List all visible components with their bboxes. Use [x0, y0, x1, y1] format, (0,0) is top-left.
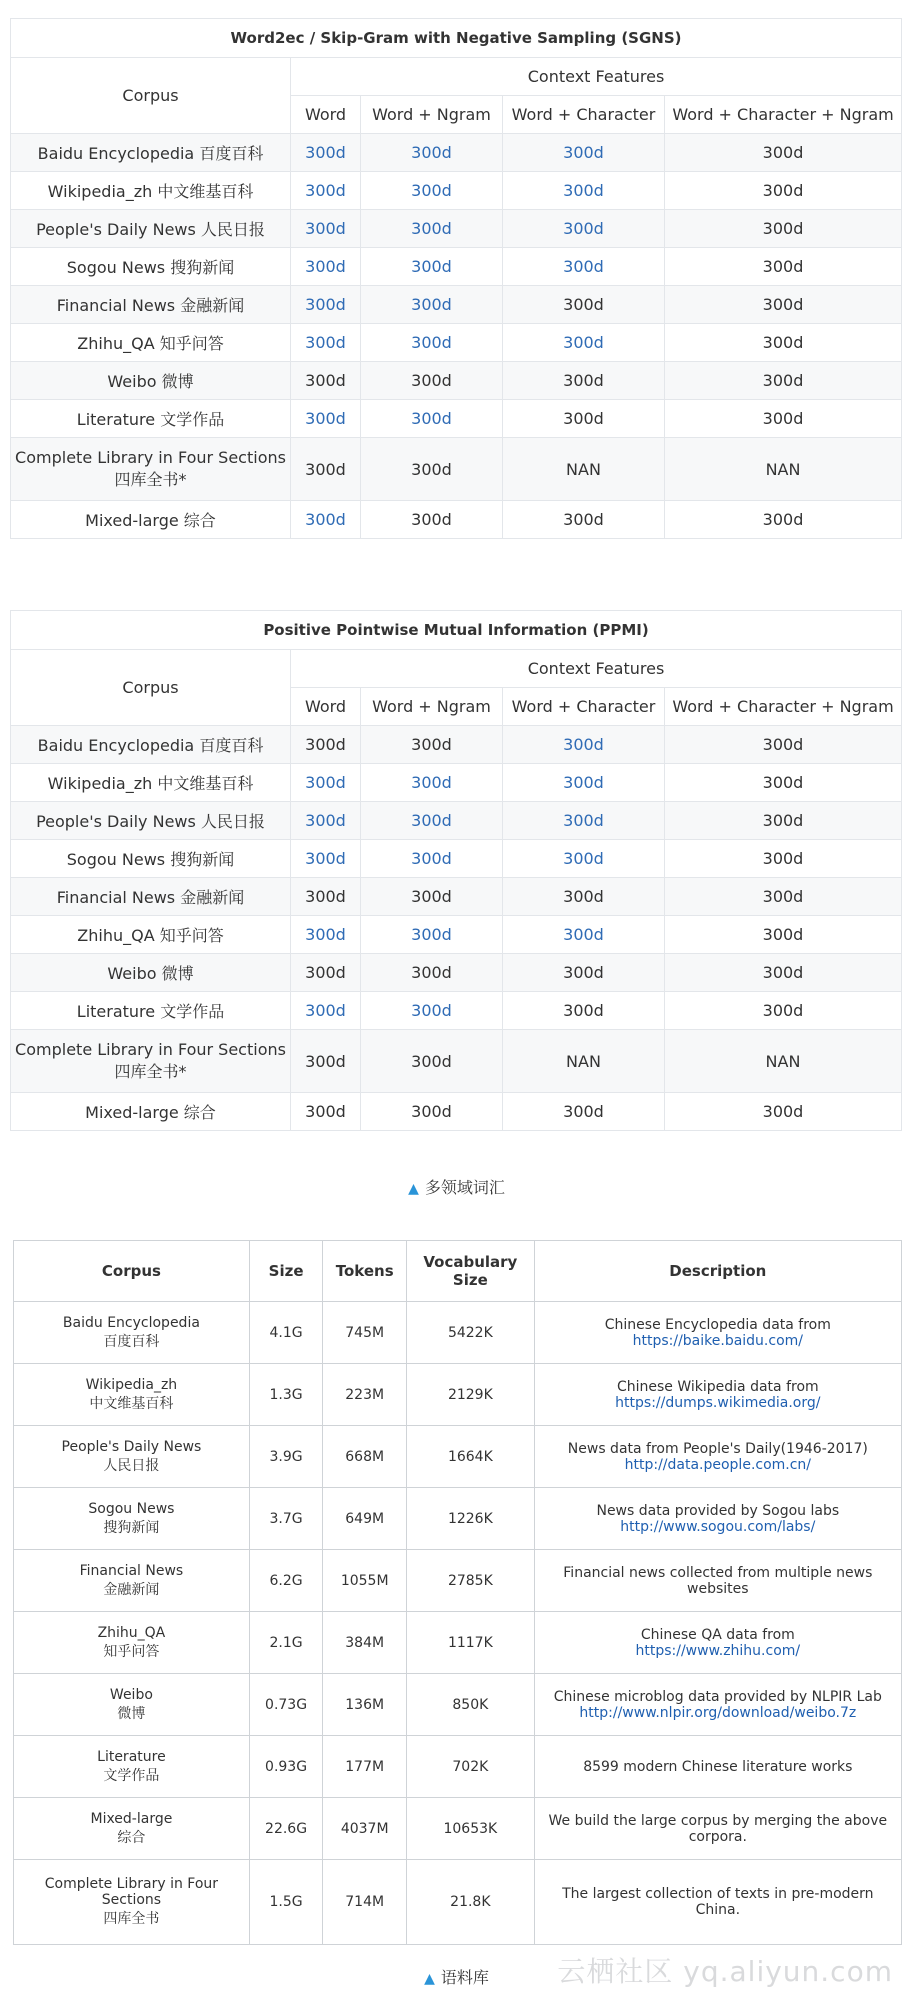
value-cell: 300d [665, 134, 902, 172]
value-cell: 300d [503, 501, 665, 539]
corpus-name-zh: 百度百科 [103, 1333, 160, 1350]
description-text: Chinese QA data from [640, 1626, 795, 1643]
link-text[interactable]: 300d [411, 295, 452, 314]
link-text[interactable]: 300d [411, 333, 452, 352]
size-cell: 4.1G [249, 1302, 322, 1364]
download-link[interactable] [503, 134, 665, 172]
link-text[interactable]: 300d [305, 773, 346, 792]
value-cell: 300d [665, 840, 902, 878]
value-cell: 300d [665, 878, 902, 916]
corpus-cell [14, 1798, 250, 1860]
table-row [14, 1674, 902, 1736]
tokens-cell: 649M [323, 1488, 407, 1550]
caption-text: 多领域词汇 [424, 1178, 505, 1197]
description-text: We build the large corpus by merging the above corpora. [548, 1812, 888, 1845]
value-cell: 300d [503, 286, 665, 324]
table-title-row [11, 19, 902, 58]
link-text[interactable]: 300d [305, 811, 346, 830]
size-cell: 3.9G [249, 1426, 322, 1488]
download-link[interactable] [361, 210, 503, 248]
link-text[interactable]: 300d [563, 849, 604, 868]
value-cell: 300d [361, 1093, 503, 1131]
link-text[interactable]: 300d [563, 735, 604, 754]
value-cell: 300d [503, 878, 665, 916]
vocab-cell: 5422K [407, 1302, 535, 1364]
header-row [11, 58, 902, 96]
column-header: Word [291, 96, 361, 134]
size-cell: 0.93G [249, 1736, 322, 1798]
value-cell: 300d [503, 954, 665, 992]
value-cell: 300d [361, 501, 503, 539]
table-row [14, 1426, 902, 1488]
description-text: Chinese Wikipedia data from [616, 1378, 819, 1395]
download-link[interactable] [361, 840, 503, 878]
corpus-name-zh: 人民日报 [103, 1457, 160, 1474]
header-line: Size [452, 1271, 488, 1289]
corpus-cell: People's Daily News 人民日报 [11, 802, 291, 840]
corpus-table [13, 1240, 902, 1945]
corpus-name-zh: 搜狗新闻 [103, 1519, 160, 1536]
source-link[interactable]: http://data.people.com.cn/ [624, 1456, 812, 1473]
source-link[interactable]: https://baike.baidu.com/ [632, 1332, 804, 1349]
download-link[interactable] [503, 248, 665, 286]
column-header: Word + Character + Ngram [665, 688, 902, 726]
table-row [11, 248, 902, 286]
sgns-table-wrap [10, 18, 901, 539]
corpus-table-wrap [13, 1240, 902, 1945]
tokens-cell: 714M [323, 1860, 407, 1945]
column-header: Description [534, 1241, 901, 1302]
corpus-cell [14, 1674, 250, 1736]
triangle-icon: ▲ [408, 1181, 419, 1197]
value-cell: 300d [665, 400, 902, 438]
corpus-cell [14, 1426, 250, 1488]
value-cell: NAN [503, 438, 665, 501]
table-row [14, 1550, 902, 1612]
link-text[interactable]: 300d [305, 257, 346, 276]
table-title-row [11, 611, 902, 650]
download-link[interactable] [291, 501, 361, 539]
download-link[interactable] [503, 802, 665, 840]
value-cell: 300d [503, 362, 665, 400]
value-cell: 300d [291, 726, 361, 764]
vocab-cell: 2785K [407, 1550, 535, 1612]
link-text[interactable]: 300d [563, 143, 604, 162]
description-cell [534, 1860, 901, 1945]
link-text[interactable]: 300d [411, 811, 452, 830]
source-link[interactable]: https://www.zhihu.com/ [635, 1642, 801, 1659]
link-text[interactable]: 300d [305, 925, 346, 944]
caption-multidomain [0, 1175, 913, 1198]
download-link[interactable] [291, 172, 361, 210]
value-cell: 300d [665, 286, 902, 324]
value-cell: 300d [291, 438, 361, 501]
value-cell: 300d [665, 210, 902, 248]
download-link[interactable] [361, 764, 503, 802]
column-header [407, 1241, 535, 1302]
link-text[interactable]: 300d [305, 409, 346, 428]
corpus-cell: Sogou News 搜狗新闻 [11, 248, 291, 286]
link-text[interactable]: 300d [563, 773, 604, 792]
table-row [14, 1302, 902, 1364]
value-cell: 300d [665, 764, 902, 802]
tokens-cell: 668M [323, 1426, 407, 1488]
corpus-cell: Zhihu_QA 知乎问答 [11, 324, 291, 362]
corpus-cell [11, 1030, 291, 1093]
corpus-name: Zhihu_QA [97, 1624, 166, 1641]
source-link[interactable]: http://www.sogou.com/labs/ [620, 1518, 816, 1535]
table-row [11, 764, 902, 802]
table-row [11, 324, 902, 362]
download-link[interactable] [291, 248, 361, 286]
value-cell: 300d [665, 992, 902, 1030]
vocab-cell: 850K [407, 1674, 535, 1736]
corpus-cell: People's Daily News 人民日报 [11, 210, 291, 248]
value-cell: 300d [503, 992, 665, 1030]
value-cell: 300d [665, 916, 902, 954]
corpus-cell: Baidu Encyclopedia 百度百科 [11, 134, 291, 172]
download-link[interactable] [361, 916, 503, 954]
tokens-cell: 384M [323, 1612, 407, 1674]
description-cell [534, 1674, 901, 1736]
description-text: Chinese Encyclopedia data from [604, 1316, 831, 1333]
download-link[interactable] [291, 916, 361, 954]
table-row [14, 1364, 902, 1426]
download-link[interactable] [361, 172, 503, 210]
value-cell: 300d [665, 248, 902, 286]
table-row [11, 878, 902, 916]
corpus-cell: Wikipedia_zh 中文维基百科 [11, 172, 291, 210]
link-text[interactable]: 300d [411, 409, 452, 428]
table-row [14, 1488, 902, 1550]
download-link[interactable] [361, 134, 503, 172]
vocab-cell: 1226K [407, 1488, 535, 1550]
ppmi-table [10, 610, 902, 1131]
link-text[interactable]: 300d [411, 219, 452, 238]
link-text[interactable]: 300d [305, 333, 346, 352]
description-text: News data from People's Daily(1946-2017) [567, 1440, 868, 1457]
value-cell: 300d [503, 400, 665, 438]
download-link[interactable] [291, 992, 361, 1030]
download-link[interactable] [503, 764, 665, 802]
corpus-name: People's Daily News [61, 1438, 202, 1455]
corpus-cell: Weibo 微博 [11, 362, 291, 400]
link-text[interactable]: 300d [305, 510, 346, 529]
download-link[interactable] [361, 400, 503, 438]
link-text[interactable]: 300d [411, 143, 452, 162]
corpus-cell: Zhihu_QA 知乎问答 [11, 916, 291, 954]
value-cell: 300d [291, 1030, 361, 1093]
download-link[interactable] [503, 916, 665, 954]
table-row [11, 1030, 902, 1093]
description-cell [534, 1798, 901, 1860]
description-cell [534, 1364, 901, 1426]
value-cell: 300d [665, 501, 902, 539]
tokens-cell: 177M [323, 1736, 407, 1798]
download-link[interactable] [291, 210, 361, 248]
size-cell: 1.3G [249, 1364, 322, 1426]
link-text[interactable]: 300d [305, 219, 346, 238]
corpus-cell: Baidu Encyclopedia 百度百科 [11, 726, 291, 764]
corpus-cell: Financial News 金融新闻 [11, 878, 291, 916]
description-text: Chinese microblog data provided by NLPIR Lab [553, 1688, 882, 1705]
corpus-name-zh: 四库全书* [114, 470, 187, 489]
download-link[interactable] [291, 134, 361, 172]
value-cell: 300d [665, 954, 902, 992]
header-line: Vocabulary [423, 1253, 518, 1271]
table-row [14, 1860, 902, 1945]
corpus-header: Corpus [11, 58, 291, 134]
link-text[interactable]: 300d [305, 849, 346, 868]
link-text[interactable]: 300d [411, 849, 452, 868]
link-text[interactable]: 300d [563, 925, 604, 944]
table-row [11, 954, 902, 992]
value-cell: 300d [665, 362, 902, 400]
value-cell: NAN [665, 1030, 902, 1093]
column-header: Word + Character [503, 96, 665, 134]
description-text: Financial news collected from multiple news websites [563, 1564, 873, 1597]
table-row [11, 400, 902, 438]
size-cell: 3.7G [249, 1488, 322, 1550]
table-row [11, 134, 902, 172]
source-link[interactable]: http://www.nlpir.org/download/weibo.7z [579, 1704, 857, 1721]
value-cell: NAN [503, 1030, 665, 1093]
corpus-name: Sections [101, 1892, 162, 1908]
description-cell [534, 1488, 901, 1550]
corpus-cell: Mixed-large 综合 [11, 1093, 291, 1131]
table-row [14, 1612, 902, 1674]
corpus-cell: Literature 文学作品 [11, 992, 291, 1030]
value-cell: 300d [291, 1093, 361, 1131]
link-text[interactable]: 300d [411, 257, 452, 276]
size-cell: 6.2G [249, 1550, 322, 1612]
value-cell: 300d [291, 362, 361, 400]
download-link[interactable] [291, 764, 361, 802]
vocab-cell: 1664K [407, 1426, 535, 1488]
description-text: The largest collection of texts in pre-modern China. [562, 1886, 874, 1918]
download-link[interactable] [361, 992, 503, 1030]
description-text: News data provided by Sogou labs [596, 1502, 840, 1519]
value-cell: 300d [665, 324, 902, 362]
corpus-name: Financial News [79, 1562, 184, 1579]
link-text[interactable]: 300d [411, 773, 452, 792]
corpus-name: Sogou News [88, 1500, 175, 1517]
tokens-cell: 223M [323, 1364, 407, 1426]
corpus-name: Baidu Encyclopedia [62, 1314, 200, 1331]
corpus-name: Literature [97, 1748, 166, 1765]
column-header: Word + Ngram [361, 96, 503, 134]
column-header: Word + Character + Ngram [665, 96, 902, 134]
download-link[interactable] [291, 324, 361, 362]
table-row [11, 1093, 902, 1131]
value-cell: 300d [665, 172, 902, 210]
column-header: Corpus [14, 1241, 250, 1302]
tokens-cell: 4037M [323, 1798, 407, 1860]
download-link[interactable] [361, 286, 503, 324]
corpus-cell [14, 1736, 250, 1798]
corpus-name-zh: 微博 [117, 1705, 146, 1722]
table-row [11, 286, 902, 324]
size-cell: 22.6G [249, 1798, 322, 1860]
link-text[interactable]: 300d [305, 143, 346, 162]
corpus-cell: Mixed-large 综合 [11, 501, 291, 539]
corpus-header: Corpus [11, 650, 291, 726]
ppmi-table-wrap [10, 610, 901, 1131]
description-cell [534, 1550, 901, 1612]
download-link[interactable] [291, 840, 361, 878]
corpus-name: Complete Library in Four Sections [15, 1040, 286, 1059]
table-title: Positive Pointwise Mutual Information (PPMI) [11, 611, 902, 650]
value-cell: 300d [291, 878, 361, 916]
download-link[interactable] [361, 802, 503, 840]
corpus-name: Mixed-large [90, 1810, 173, 1827]
table-row [11, 172, 902, 210]
triangle-icon: ▲ [424, 1971, 435, 1987]
tokens-cell: 745M [323, 1302, 407, 1364]
context-features-header: Context Features [291, 58, 902, 96]
value-cell: 300d [665, 802, 902, 840]
corpus-cell [14, 1488, 250, 1550]
table-row [11, 992, 902, 1030]
value-cell: 300d [665, 1093, 902, 1131]
download-link[interactable] [503, 210, 665, 248]
column-header: Word + Ngram [361, 688, 503, 726]
corpus-name-zh: 金融新闻 [103, 1581, 160, 1598]
value-cell: 300d [361, 362, 503, 400]
caption-text: 语料库 [440, 1968, 489, 1987]
corpus-name-zh: 综合 [117, 1829, 146, 1846]
header-row [11, 650, 902, 688]
value-cell: NAN [665, 438, 902, 501]
vocab-cell: 1117K [407, 1612, 535, 1674]
table-title: Word2ec / Skip-Gram with Negative Sampling (SGNS) [11, 19, 902, 58]
table-row [11, 438, 902, 501]
tokens-cell: 136M [323, 1674, 407, 1736]
corpus-cell: Literature 文学作品 [11, 400, 291, 438]
link-text[interactable]: 300d [563, 219, 604, 238]
corpus-cell [14, 1550, 250, 1612]
value-cell: 300d [503, 1093, 665, 1131]
corpus-name: Weibo [109, 1686, 153, 1703]
table-row [11, 726, 902, 764]
download-link[interactable] [503, 172, 665, 210]
description-cell [534, 1612, 901, 1674]
source-link[interactable]: https://dumps.wikimedia.org/ [615, 1394, 821, 1411]
value-cell: 300d [361, 878, 503, 916]
value-cell: 300d [665, 726, 902, 764]
link-text[interactable]: 300d [305, 181, 346, 200]
column-header: Word + Character [503, 688, 665, 726]
value-cell: 300d [361, 954, 503, 992]
corpus-cell [14, 1612, 250, 1674]
value-cell: 300d [291, 954, 361, 992]
table-row [11, 362, 902, 400]
size-cell: 0.73G [249, 1674, 322, 1736]
value-cell: 300d [361, 438, 503, 501]
download-link[interactable] [503, 840, 665, 878]
corpus-cell [14, 1302, 250, 1364]
corpus-cell: Wikipedia_zh 中文维基百科 [11, 764, 291, 802]
table-row [11, 802, 902, 840]
corpus-name-zh: 中文维基百科 [89, 1395, 174, 1412]
size-cell: 2.1G [249, 1612, 322, 1674]
link-text[interactable]: 300d [305, 295, 346, 314]
download-link[interactable] [361, 248, 503, 286]
link-text[interactable]: 300d [563, 257, 604, 276]
value-cell: 300d [361, 1030, 503, 1093]
vocab-cell: 702K [407, 1736, 535, 1798]
corpus-cell [11, 438, 291, 501]
table-row [11, 840, 902, 878]
table-row [11, 501, 902, 539]
corpus-cell [14, 1364, 250, 1426]
corpus-name: Wikipedia_zh [85, 1376, 178, 1393]
download-link[interactable] [291, 286, 361, 324]
download-link[interactable] [291, 400, 361, 438]
corpus-name: Complete Library in Four Sections [15, 448, 286, 467]
header-row [14, 1241, 902, 1302]
download-link[interactable] [503, 726, 665, 764]
table-row [14, 1798, 902, 1860]
vocab-cell: 2129K [407, 1364, 535, 1426]
description-cell [534, 1736, 901, 1798]
link-text[interactable]: 300d [563, 811, 604, 830]
vocab-cell: 21.8K [407, 1860, 535, 1945]
link-text[interactable]: 300d [305, 1001, 346, 1020]
link-text[interactable]: 300d [411, 925, 452, 944]
corpus-cell [14, 1860, 250, 1945]
corpus-name-zh: 知乎问答 [103, 1643, 160, 1660]
size-cell: 1.5G [249, 1860, 322, 1945]
tokens-cell: 1055M [323, 1550, 407, 1612]
corpus-name-zh: 四库全书* [114, 1062, 187, 1081]
corpus-name-zh: 四库全书 [103, 1911, 160, 1927]
vocab-cell: 10653K [407, 1798, 535, 1860]
value-cell: 300d [361, 726, 503, 764]
column-header: Word [291, 688, 361, 726]
table-row [14, 1736, 902, 1798]
corpus-cell: Financial News 金融新闻 [11, 286, 291, 324]
context-features-header: Context Features [291, 650, 902, 688]
column-header: Size [249, 1241, 322, 1302]
column-header: Tokens [323, 1241, 407, 1302]
corpus-cell: Weibo 微博 [11, 954, 291, 992]
description-text: 8599 modern Chinese literature works [583, 1758, 853, 1775]
link-text[interactable]: 300d [563, 181, 604, 200]
description-cell [534, 1426, 901, 1488]
corpus-name: Complete Library in Four [44, 1876, 219, 1892]
download-link[interactable] [503, 324, 665, 362]
download-link[interactable] [291, 802, 361, 840]
sgns-table [10, 18, 902, 539]
table-row [11, 916, 902, 954]
link-text[interactable]: 300d [411, 181, 452, 200]
corpus-name-zh: 文学作品 [103, 1767, 160, 1784]
description-cell [534, 1302, 901, 1364]
table-row [11, 210, 902, 248]
corpus-cell: Sogou News 搜狗新闻 [11, 840, 291, 878]
link-text[interactable]: 300d [563, 333, 604, 352]
link-text[interactable]: 300d [411, 1001, 452, 1020]
download-link[interactable] [361, 324, 503, 362]
watermark: 云栖社区 yq.aliyun.com [557, 1955, 893, 1988]
